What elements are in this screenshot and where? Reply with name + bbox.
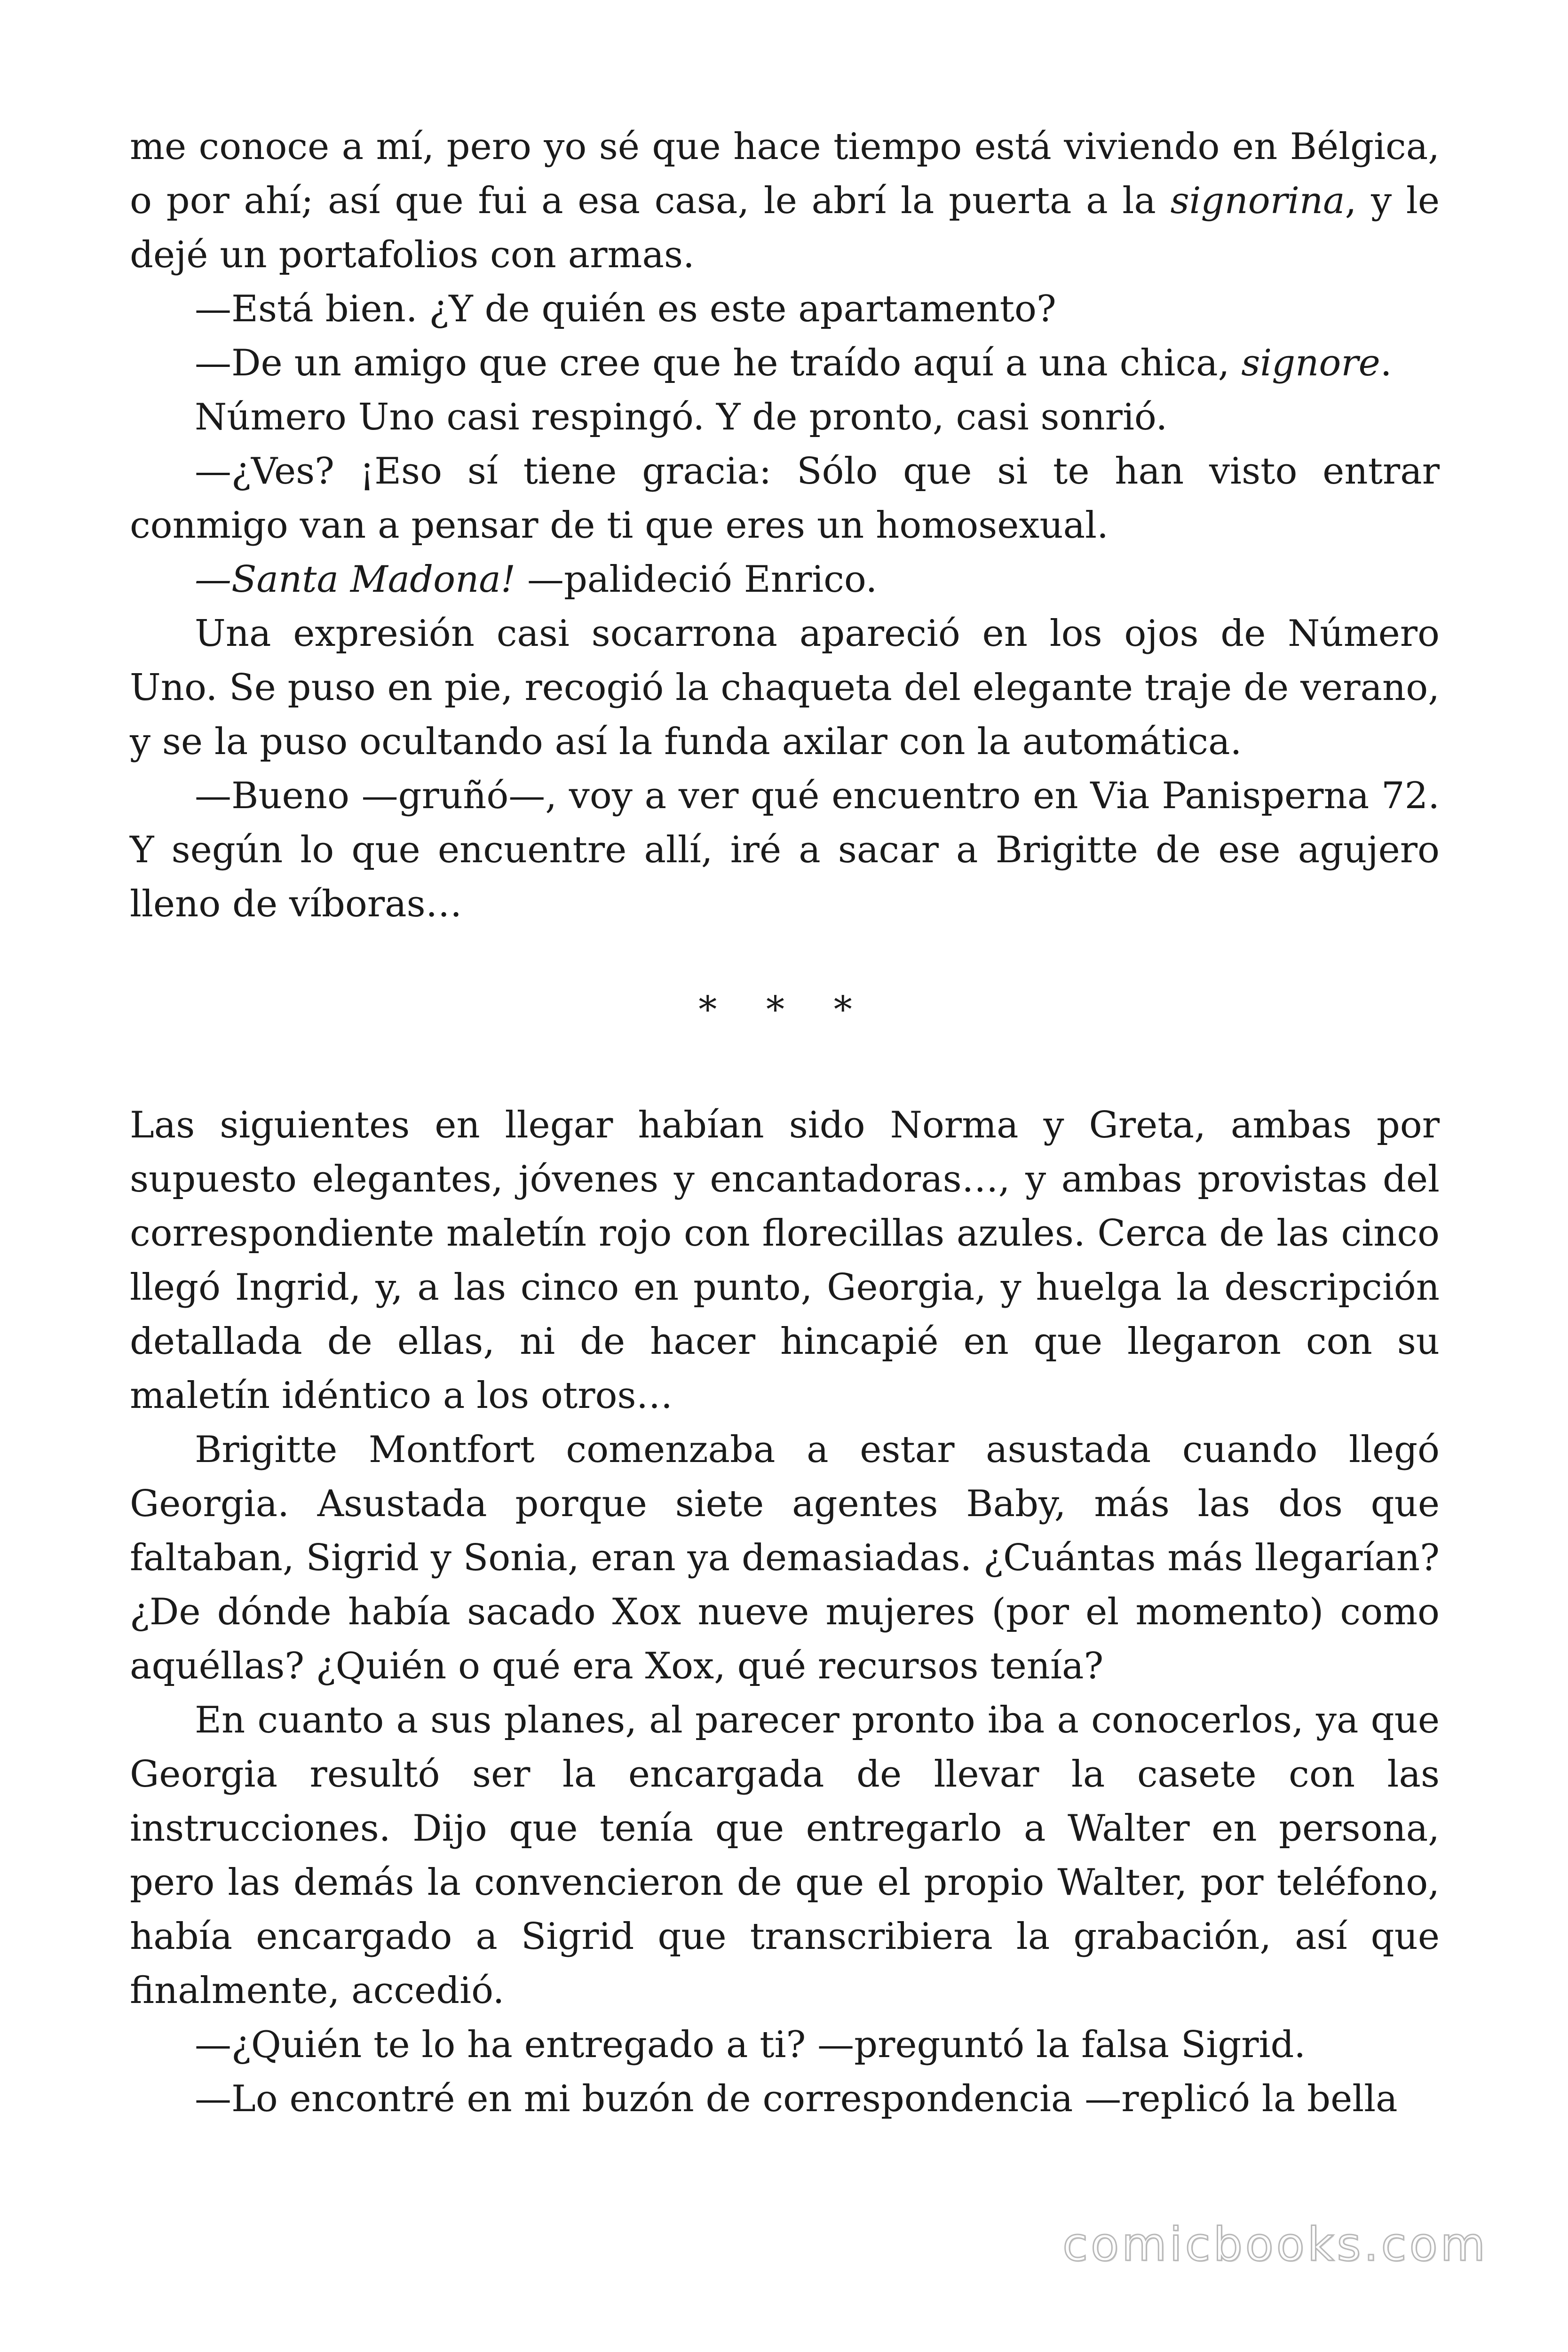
text-section-before-break xyxy=(130,120,1440,931)
text-run: —¿Ves? ¡Eso sí tiene gracia: Sólo que si te han visto entrar conmigo van a pensar de ti que eres un homosexual. xyxy=(130,450,1440,547)
paragraph xyxy=(130,553,1440,607)
paragraph xyxy=(130,390,1440,445)
text-run: , y le dejé un portafolios con armas. xyxy=(130,180,1440,276)
text-run: —Está bien. ¿Y de quién es este apartamento? xyxy=(195,288,1056,330)
paragraph xyxy=(130,1423,1440,1693)
text-run: —Bueno —gruñó—, voy a ver qué encuentro en Via Panisperna 72. Y según lo que encuentre allí, iré a sacar a Brigitte de ese agujero lleno de víboras… xyxy=(130,775,1440,925)
text-run: —De un amigo que cree que he traído aquí a una chica, xyxy=(195,342,1242,384)
text-run: —¿Quién te lo ha entregado a ti? —preguntó la falsa Sigrid. xyxy=(195,2024,1306,2066)
paragraph xyxy=(130,2072,1440,2126)
scene-break-separator: * * * xyxy=(698,989,871,1031)
italic-text: signore xyxy=(1241,342,1380,384)
paragraph xyxy=(130,120,1440,282)
watermark-logo: comicbooks.com xyxy=(1062,2218,1488,2272)
paragraph xyxy=(130,769,1440,931)
text-run: Número Uno casi respingó. Y de pronto, casi sonrió. xyxy=(195,396,1168,438)
italic-text: —Santa Madona! xyxy=(195,558,516,601)
spacer xyxy=(130,931,1440,983)
text-section-after-break xyxy=(130,1098,1440,2126)
text-run: . xyxy=(1380,342,1392,384)
paragraph xyxy=(130,1098,1440,1423)
text-run: Brigitte Montfort comenzaba a estar asustada cuando llegó Georgia. Asustada porque siete agentes Baby, más las dos que faltaban, Sigrid y Sonia, eran ya demasiadas. ¿Cuántas más llegarían? ¿De dónde había sacado Xox nueve mujeres (por el momento) como aquéllas? ¿Quién o qué era Xox, qué recursos tenía? xyxy=(130,1429,1440,1687)
paragraph xyxy=(130,2018,1440,2072)
paragraph xyxy=(130,282,1440,336)
text-run: me conoce a mí, pero yo sé que hace tiempo está viviendo en Bélgica, o por ahí; así que fui a esa casa, le abrí la puerta a la xyxy=(130,126,1440,222)
text-run: Una expresión casi socarrona apareció en los ojos de Número Uno. Se puso en pie, recogió la chaqueta del elegante traje de verano, y se la puso ocultando así la funda axilar con la automática. xyxy=(130,612,1440,763)
text-run: En cuanto a sus planes, al parecer pronto iba a conocerlos, ya que Georgia resultó ser la encargada de llevar la casete con las instrucciones. Dijo que tenía que entregarlo a Walter en persona, pero las demás la convencieron de que el propio Walter, por teléfono, había encargado a Sigrid que transcribiera la grabación, así que finalmente, accedió. xyxy=(130,1699,1440,2012)
text-run: —Lo encontré en mi buzón de correspondencia —replicó la bella xyxy=(195,2078,1398,2120)
paragraph xyxy=(130,607,1440,769)
book-page xyxy=(130,120,1440,2126)
text-run: —palideció Enrico. xyxy=(515,558,878,601)
paragraph xyxy=(130,336,1440,390)
italic-text: signorina xyxy=(1170,180,1345,222)
paragraph xyxy=(130,1693,1440,2018)
text-run: Las siguientes en llegar habían sido Norma y Greta, ambas por supuesto elegantes, jóvenes y encantadoras…, y ambas provistas del correspondiente maletín rojo con florecillas azules. Cerca de las cinco llegó Ingrid, y, a las cinco en punto, Georgia, y huelga la descripción detallada de ellas, ni de hacer hincapié en que llegaron con su maletín idéntico a los otros… xyxy=(130,1104,1440,1417)
spacer xyxy=(130,1037,1440,1098)
paragraph xyxy=(130,445,1440,553)
